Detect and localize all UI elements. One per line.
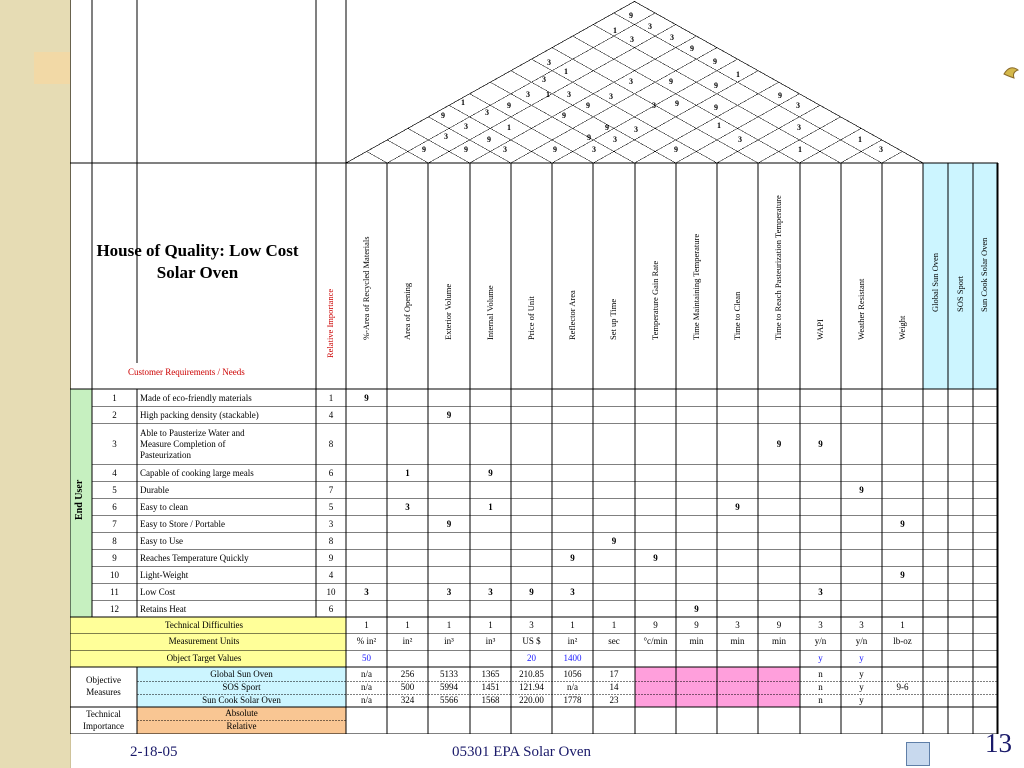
roof-value: 3 [670,33,674,42]
technical-difficulties-value: 3 [735,620,740,630]
req-importance: 6 [328,467,334,478]
relationship-value: 9 [859,484,864,495]
relationship-value: 9 [446,518,452,529]
technical-difficulties-value: 9 [653,620,658,630]
relationship-value: 9 [446,409,452,420]
roof-value: 9 [441,111,445,120]
objective-row-value: 5566 [440,695,458,705]
req-number: 7 [112,518,117,529]
roof-value: 9 [714,81,718,90]
roof-value: 3 [797,123,801,132]
req-name: Low Cost [140,586,176,597]
objective-row-value: 9-6 [896,682,909,692]
roof-value: 3 [464,122,468,131]
target-values-value: 1400 [563,653,582,663]
roof-value: 1 [461,98,465,107]
objective-row-value: n/a [567,682,578,692]
relationship-value: 9 [735,501,740,512]
objective-row-value: n/a [361,669,372,679]
roof-value: 3 [796,101,800,110]
objective-row-value: 5994 [440,682,458,692]
relationship-value: 9 [776,438,782,449]
req-name: Light-Weight [140,569,189,580]
roof-value: 9 [713,57,717,66]
tech-requirement-header: Time to Reach Pasteurization Temperature [773,195,783,340]
roof-value: 3 [526,90,530,99]
objective-row-value: 1778 [563,695,582,705]
roof-value: 9 [507,101,511,110]
technical-difficulties-label: Technical Difficulties [165,620,243,630]
roof-value: 3 [592,145,596,154]
req-name: High packing density (stackable) [140,409,259,420]
slide-nav-button[interactable] [906,742,930,766]
roof-value: 3 [547,58,551,67]
relationship-value: 3 [446,586,452,597]
req-importance: 9 [328,552,334,563]
measurement-units-value: sec [608,636,620,646]
objective-row-value: n [818,682,823,692]
relationship-value: 3 [405,501,410,512]
roof-value: 3 [738,135,742,144]
footer-title: 05301 EPA Solar Oven [452,744,592,760]
technical-difficulties-value: 1 [900,620,905,630]
roof-line [799,128,861,163]
technical-difficulties-value: 1 [405,620,410,630]
req-name: Capable of cooking large meals [140,467,254,478]
technical-difficulties-value: 1 [488,620,493,630]
target-values-value: y [818,653,823,663]
req-name: Retains Heat [140,603,187,614]
roof-value: 3 [567,90,571,99]
measurement-units-value: in² [567,636,578,646]
roof-line [573,33,800,163]
technical-difficulties-value: 1 [611,620,617,630]
roof-value: 1 [798,145,802,154]
tech-requirement-header: Price of Unit [525,296,536,340]
roof-value: 9 [587,133,591,142]
objective-row-value: n/a [361,695,372,705]
objective-row-name: Global Sun Oven [210,669,273,679]
roof-line [470,33,697,163]
technical-difficulties-value: 1 [446,620,452,630]
objective-row-value: 14 [609,682,619,692]
relationship-value: 3 [488,586,493,597]
tech-requirement-header: Time to Clean [731,291,742,340]
measurement-units-value: min [689,636,704,646]
req-number: 4 [112,467,117,478]
roof-value: 1 [858,135,862,144]
tech-importance-label-1: Technical [86,709,121,719]
objective-row-value: 256 [400,669,415,679]
competitor-header: Sun Cook Solar Oven [979,237,989,312]
roof-line [635,82,779,163]
req-name: Measure Completion of [140,438,226,449]
measurement-units-value: % in² [356,636,377,646]
req-number: 12 [110,603,119,614]
tech-requirement-header: Set up Time [608,298,618,340]
relationship-value: 9 [653,552,658,563]
roof-value: 9 [690,44,694,53]
req-number: 1 [112,392,117,403]
roof-value: 9 [629,11,633,20]
roof-value: 3 [648,22,652,31]
roof-value: 3 [879,145,883,154]
roof-value: 9 [674,145,678,154]
roof-value: 9 [605,123,609,132]
relationship-value: 9 [900,569,905,580]
tech-importance-label-2: Importance [83,721,124,731]
tech-requirement-header: Exterior Volume [443,283,453,340]
corner-ornament-icon [1000,60,1024,84]
relationship-value: 3 [570,586,575,597]
technical-difficulties-value: 3 [818,620,823,630]
roof-value: 1 [736,70,740,79]
roof-value: 3 [629,77,633,86]
req-number: 9 [112,552,117,563]
roof-line [882,151,903,163]
target-values-label: Object Target Values [166,653,242,663]
roof-value: 3 [613,135,617,144]
roof-value: 3 [503,145,507,154]
roof-value: 3 [630,35,634,44]
roof-value: 9 [675,99,679,108]
measurement-units-value: y/n [814,636,827,646]
roof-value: 3 [609,92,613,101]
measurement-units-value: in³ [444,636,454,646]
roof-value: 3 [444,132,448,141]
objective-row-value: n [818,695,823,705]
technical-difficulties-value: 1 [364,620,369,630]
objective-row-value: y [859,695,864,705]
tech-requirement-header: Area of Opening [401,282,412,340]
technical-difficulties-value: 3 [859,620,864,630]
roof-value: 1 [613,26,617,35]
req-number: 6 [112,501,117,512]
roof-value: 1 [717,121,721,130]
measurement-units-value: in³ [485,636,496,646]
measurement-units-value: °c/min [643,636,668,646]
roof-line [449,105,552,163]
req-importance: 6 [328,603,334,614]
objective-row-value: 324 [400,695,415,705]
measurement-units-value: min [771,636,786,646]
roof-line [614,13,882,163]
roof-value: 3 [485,108,489,117]
competitor-header: SOS Sport [954,275,965,312]
target-values-value: 50 [362,653,371,663]
tech-requirement-header: WAPI [814,319,825,340]
req-number: 3 [112,438,117,449]
tech-requirement-header: %-Area of Recycled Materials [360,236,371,340]
objective-row-name: Sun Cook Solar Oven [202,695,281,705]
roof-value: 9 [669,77,673,86]
roof-value: 9 [562,111,566,120]
objective-row-value: 1568 [481,695,500,705]
roof-line [552,59,737,163]
objective-row-value: 17 [609,669,619,679]
benchmark-pink-band [635,667,800,707]
req-importance: 1 [328,392,334,403]
objective-row-value: 23 [609,695,619,705]
relationship-value: 1 [488,501,493,512]
req-number: 5 [112,484,117,495]
slide-left-decoration [0,0,71,768]
tech-requirement-header: Weight [896,315,907,340]
req-importance: 5 [328,501,334,512]
req-name: Durable [140,484,169,495]
req-importance: 4 [328,569,334,580]
roof-value: 9 [464,145,468,154]
objective-label-1: Objective [86,675,121,685]
req-name: Reaches Temperature Quickly [140,552,249,563]
roof-value: 3 [634,125,638,134]
relationship-value: 9 [570,552,575,563]
technical-difficulties-value: 9 [776,620,782,630]
roof-value: 1 [564,67,568,76]
page-number: 13 [985,728,1012,758]
roof-value: 9 [778,91,782,100]
objective-row-value: 500 [400,682,415,692]
roof-value: 3 [652,101,656,110]
roof-line [367,151,388,163]
req-importance: 8 [328,535,334,546]
tech-requirement-header: Weather Resistant [855,278,866,340]
measurement-units-value: US $ [522,636,541,646]
objective-row-value: 121.94 [519,682,544,692]
tech-requirement-header: Time Maintaining Temperature [690,233,701,340]
req-name: Pasteurization [140,449,191,460]
req-name: Easy to clean [140,501,188,512]
req-importance: 8 [328,438,334,449]
req-number: 2 [112,409,117,420]
page-title: House of Quality: Low Cost Solar Oven [96,241,299,283]
relationship-value: 9 [818,438,823,449]
footer-date: 2-18-05 [130,744,178,760]
roof-line [717,105,820,163]
tech-importance-row: Relative [226,721,257,731]
objective-row-value: 5133 [440,669,458,679]
objective-row-value: 1056 [563,669,582,679]
tech-requirement-header: Internal Volume [484,285,495,340]
objective-row-value: n [818,669,823,679]
objective-row-value: 220.00 [519,695,544,705]
technical-difficulties-value: 9 [694,620,699,630]
roof-value: 3 [542,75,546,84]
relationship-value: 9 [529,586,534,597]
technical-difficulties-value: 3 [529,620,534,630]
tech-requirement-header: Temperature Gain Rate [649,260,660,340]
target-values-value: y [859,653,864,663]
objective-row-value: n/a [361,682,372,692]
measurement-units-value: min [730,636,745,646]
objective-row-value: y [859,669,864,679]
roof-value: 1 [507,123,511,132]
req-name: Easy to Store / Portable [140,518,225,529]
req-name: Made of eco-friendly materials [140,392,252,403]
relationship-value: 9 [364,392,369,403]
measurement-units-value: in² [402,636,413,646]
objective-label-2: Measures [86,687,121,697]
measurement-units-label: Measurement Units [168,636,240,646]
relationship-value: 9 [900,518,905,529]
tech-importance-row: Absolute [225,708,258,718]
roof-value: 9 [487,135,491,144]
roof-value: 9 [553,145,557,154]
customer-requirements-label: Customer Requirements / Needs [128,367,245,377]
end-user-label: End User [74,479,85,520]
objective-row-value: y [859,682,864,692]
objective-row-name: SOS Sport [222,682,261,692]
req-importance: 4 [328,409,334,420]
req-importance: 7 [328,484,334,495]
relationship-value: 9 [488,467,493,478]
decor-block [34,52,70,84]
req-number: 11 [110,586,119,597]
relationship-value: 9 [694,603,699,614]
technical-difficulties-value: 1 [570,620,575,630]
measurement-units-value: y/n [855,636,868,646]
roof-value: 1 [546,90,550,99]
roof-value: 9 [422,145,426,154]
objective-row-value: 1365 [481,669,500,679]
roof-value: 9 [586,101,590,110]
relationship-value: 3 [818,586,823,597]
req-number: 10 [110,569,119,580]
relative-importance-label: Relative Importance [325,288,335,358]
tech-requirement-header: Reflector Area [566,290,577,340]
measurement-units-value: lb-oz [893,636,912,646]
roof-line [408,128,470,163]
req-number: 8 [112,535,117,546]
target-values-value: 20 [527,653,536,663]
req-name: Able to Pausterize Water and [140,427,245,438]
objective-row-value: 1451 [481,682,500,692]
relationship-value: 1 [405,467,410,478]
relationship-value: 3 [364,586,369,597]
objective-row-value: 210.85 [519,669,544,679]
roof-value: 9 [714,103,718,112]
roof-line [531,59,716,163]
relationship-value: 9 [611,535,617,546]
req-importance: 3 [328,518,334,529]
req-importance: 10 [326,586,336,597]
competitor-header: Global Sun Oven [929,252,940,312]
req-name: Easy to Use [140,535,183,546]
